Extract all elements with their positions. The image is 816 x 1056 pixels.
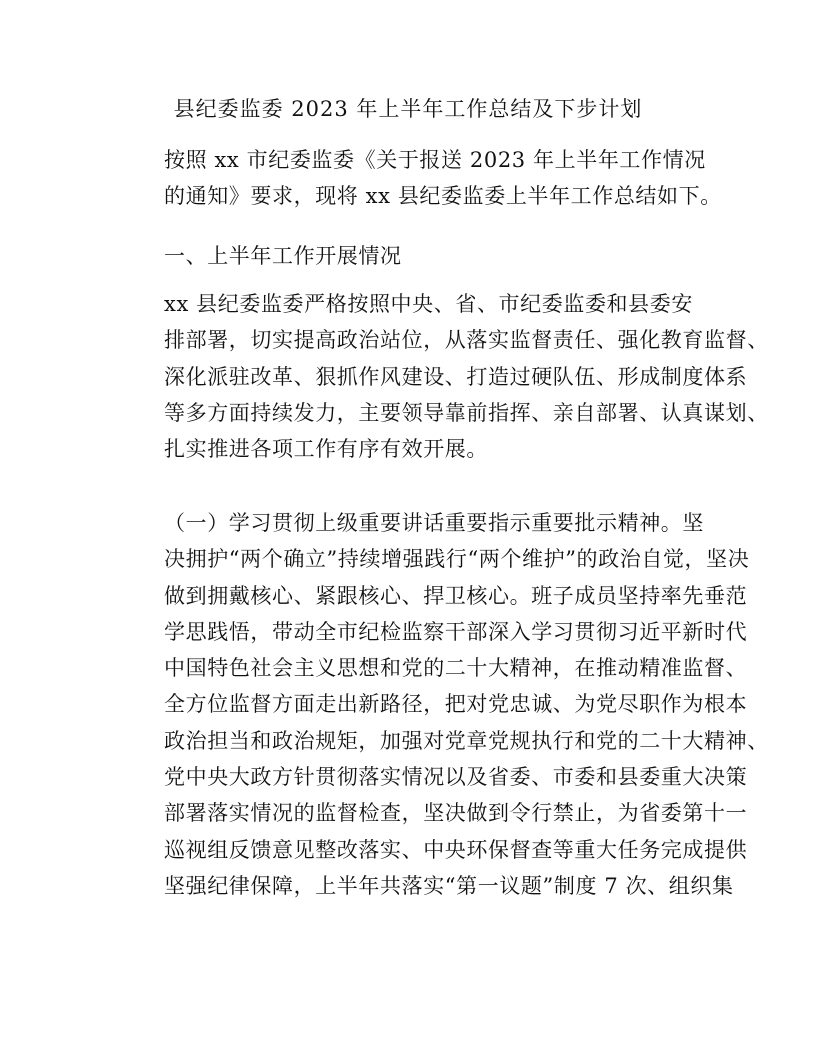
paragraph-line: 巡视组反馈意见整改落实、中央环保督查等重大任务完成提供 (164, 837, 748, 862)
paragraph-line: 做到拥戴核心、紧跟核心、捍卫核心。班子成员坚持率先垂范 (164, 583, 748, 608)
paragraph-line: 排部署，切实提高政治站位，从落实监督责任、强化教育监督、 (164, 328, 769, 353)
paragraph-line: 扎实推进各项工作有序有效开展。 (164, 437, 488, 462)
paragraph-line: 全方位监督方面走出新路径，把对党忠诚、为党尽职作为根本 (164, 692, 748, 717)
intro-line: 的通知》要求，现将 xx 县纪委监委上半年工作总结如下。 (164, 184, 722, 209)
paragraph-line: （一）学习贯彻上级重要讲话重要指示重要批示精神。坚 (164, 511, 704, 535)
paragraph-line: 学思践悟，带动全市纪检监察干部深入学习贯彻习近平新时代 (164, 619, 748, 644)
paragraph-line: 部署落实情况的监督检查，坚决做到令行禁止，为省委第十一 (164, 801, 748, 826)
paragraph-line: 党中央大政方针贯彻落实情况以及省委、市委和县委重大决策 (164, 765, 748, 790)
paragraph-line: 决拥护“两个确立”持续增强践行“两个维护”的政治自觉，坚决 (164, 547, 750, 572)
paragraph-line: 中国特色社会主义思想和党的二十大精神，在推动精准监督、 (164, 656, 748, 681)
section1-paragraph (122, 286, 769, 467)
paragraph-line: 深化派驻改革、狠抓作风建设、打造过硬队伍、形成制度体系 (164, 364, 748, 389)
paragraph-line: 政治担当和政治规矩，加强对党章党规执行和党的二十大精神、 (164, 728, 769, 753)
paragraph-line: 坚强纪律保障，上半年共落实“第一议题”制度 7 次、组织集 (164, 873, 734, 898)
intro-paragraph (122, 142, 722, 215)
document-title: 县纪委监委 2023 年上半年工作总结及下步计划 (173, 97, 643, 121)
intro-line: 按照 xx 市纪委监委《关于报送 2023 年上半年工作情况 (164, 148, 706, 172)
section-heading (122, 238, 722, 274)
subsection1-paragraph (122, 505, 769, 904)
paragraph-line: 等多方面持续发力，主要领导靠前指挥、亲自部署、认真谋划、 (164, 400, 769, 425)
section1-heading: 一、上半年工作开展情况 (164, 244, 402, 268)
paragraph-line: xx 县纪委监委严格按照中央、省、市纪委监委和县委安 (164, 292, 693, 316)
